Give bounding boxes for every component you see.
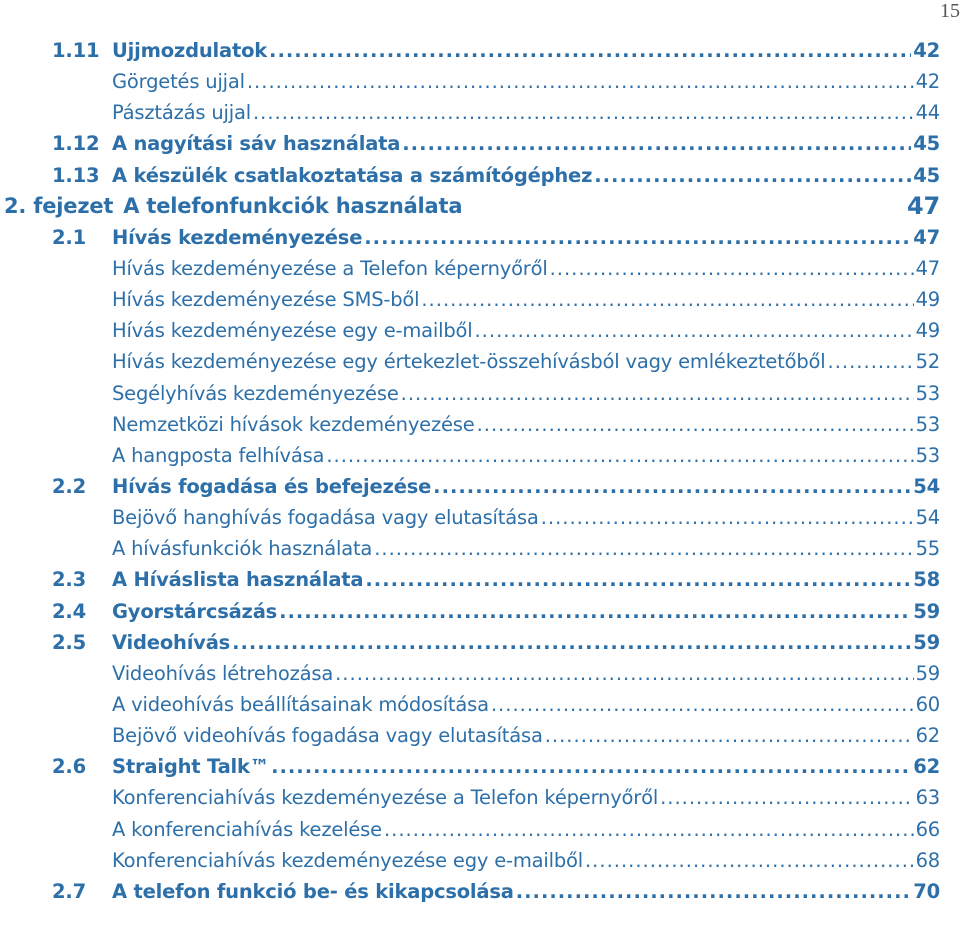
toc-subsection-entry[interactable] (0, 253, 940, 284)
toc-entry-number: 2.4 (52, 599, 86, 623)
toc-entry-title: Pásztázás ujjal (112, 101, 251, 125)
toc-subsection-entry[interactable] (0, 658, 940, 689)
toc-entry-title: A videohívás beállításainak módosítása (112, 693, 489, 717)
toc-entry-page: 62 (913, 755, 940, 779)
toc-entry-page: 44 (915, 101, 940, 125)
toc-entry-title: Gyorstárcsázás (112, 599, 278, 623)
dot-leader (828, 350, 914, 373)
toc-entry-title: Bejövő hanghívás fogadása vagy elutasítása (112, 506, 539, 530)
toc-entry-page: 70 (913, 879, 940, 903)
toc-entry-title: Hívás fogadása és befejezése (112, 475, 432, 499)
table-of-contents (0, 35, 940, 907)
toc-subsection-entry[interactable] (0, 66, 940, 97)
toc-entry-title: A telefonfunkciók használata (123, 194, 463, 219)
toc-subsection-entry[interactable] (0, 845, 940, 876)
toc-entry-title: Hívás kezdeményezése egy e-mailből (112, 319, 473, 343)
dot-leader (545, 724, 914, 747)
toc-subsection-entry[interactable] (0, 440, 940, 471)
toc-entry-page: 52 (915, 350, 940, 374)
toc-entry-title: Segélyhívás kezdeményezése (112, 381, 399, 405)
toc-subsection-entry[interactable] (0, 502, 940, 533)
toc-entry-title: A Híváslista használata (112, 568, 364, 592)
dot-leader (279, 600, 911, 623)
toc-subsection-entry[interactable] (0, 814, 940, 845)
toc-entry-title: Bejövő videohívás fogadása vagy elutasítása (112, 724, 543, 748)
toc-entry-number: 1.11 (52, 39, 100, 63)
toc-entry-title: Straight Talk™ (112, 755, 270, 779)
toc-entry-number: 2.6 (52, 755, 86, 779)
toc-entry-title: A nagyítási sáv használata (112, 132, 401, 156)
toc-entry-page: 62 (915, 724, 940, 748)
toc-entry-page: 54 (913, 475, 940, 499)
toc-section-entry[interactable] (0, 160, 940, 191)
toc-section-entry[interactable] (0, 128, 940, 159)
toc-entry-page: 55 (915, 537, 940, 561)
toc-subsection-entry[interactable] (0, 782, 940, 813)
toc-entry-title: Hívás kezdeményezése egy értekezlet-összehívásból vagy emlékeztetőből (112, 350, 826, 374)
toc-subsection-entry[interactable] (0, 720, 940, 751)
toc-subsection-entry[interactable] (0, 378, 940, 409)
toc-subsection-entry[interactable] (0, 284, 940, 315)
toc-entry-number: 2.3 (52, 568, 86, 592)
toc-entry-number: 2.1 (52, 225, 86, 249)
toc-entry-title: A hangposta felhívása (112, 443, 325, 467)
toc-entry-page: 53 (915, 412, 940, 436)
dot-leader (374, 537, 913, 560)
toc-entry-number: 2.2 (52, 475, 86, 499)
toc-entry-title: A készülék csatlakoztatása a számítógéphez (112, 163, 593, 187)
toc-entry-page: 42 (915, 70, 940, 94)
dot-leader (474, 319, 913, 342)
toc-entry-page: 42 (913, 39, 940, 63)
toc-entry-title: A konferenciahívás kezelése (112, 817, 382, 841)
toc-section-entry[interactable] (0, 751, 940, 782)
dot-leader (421, 288, 913, 311)
dot-leader (365, 568, 911, 591)
toc-entry-title: Konferenciahívás kezdeményezése a Telefon képernyőről (112, 786, 659, 810)
toc-subsection-entry[interactable] (0, 346, 940, 377)
dot-leader (550, 257, 914, 280)
toc-entry-page: 49 (915, 319, 940, 343)
toc-entry-page: 53 (915, 381, 940, 405)
toc-entry-page: 45 (913, 132, 940, 156)
toc-subsection-entry[interactable] (0, 409, 940, 440)
toc-entry-page: 63 (915, 786, 940, 810)
toc-section-entry[interactable] (0, 627, 940, 658)
dot-leader (335, 662, 913, 685)
toc-section-entry[interactable] (0, 222, 940, 253)
toc-subsection-entry[interactable] (0, 97, 940, 128)
toc-entry-number: 1.13 (52, 163, 100, 187)
toc-section-entry[interactable] (0, 35, 940, 66)
toc-entry-page: 47 (913, 225, 940, 249)
toc-subsection-entry[interactable] (0, 533, 940, 564)
dot-leader (269, 39, 911, 62)
toc-entry-page: 49 (915, 288, 940, 312)
toc-entry-page: 59 (915, 661, 940, 685)
toc-section-entry[interactable] (0, 564, 940, 595)
toc-entry-number: 1.12 (52, 132, 100, 156)
toc-entry-page: 68 (915, 848, 940, 872)
toc-entry-page: 59 (913, 630, 940, 654)
dot-leader (477, 413, 914, 436)
toc-section-entry[interactable] (0, 471, 940, 502)
toc-chapter-entry[interactable] (0, 191, 940, 222)
dot-leader (433, 475, 911, 498)
dot-leader (491, 693, 914, 716)
toc-entry-number: 2.7 (52, 879, 86, 903)
dot-leader (401, 382, 914, 405)
toc-entry-page: 66 (915, 817, 940, 841)
dot-leader (585, 849, 914, 872)
toc-entry-number: 2. fejezet (4, 194, 114, 219)
dot-leader (364, 226, 911, 249)
toc-entry-page: 59 (913, 599, 940, 623)
toc-entry-title: Ujjmozdulatok (112, 39, 268, 63)
dot-leader (402, 132, 911, 155)
toc-subsection-entry[interactable] (0, 689, 940, 720)
page-number: 15 (940, 0, 960, 22)
toc-entry-title: A telefon funkció be- és kikapcsolása (112, 879, 514, 903)
toc-entry-title: Hívás kezdeményezése SMS-ből (112, 288, 420, 312)
toc-entry-title: Hívás kezdeményezése a Telefon képernyőről (112, 257, 548, 281)
toc-entry-title: Konferenciahívás kezdeményezése egy e-mailből (112, 848, 583, 872)
dot-leader (516, 880, 912, 903)
dot-leader (271, 755, 911, 778)
toc-entry-title: Hívás kezdeményezése (112, 225, 363, 249)
toc-entry-page: 54 (915, 506, 940, 530)
toc-subsection-entry[interactable] (0, 315, 940, 346)
dot-leader (232, 631, 911, 654)
toc-section-entry[interactable] (0, 876, 940, 907)
dot-leader (594, 164, 911, 187)
toc-entry-page: 58 (913, 568, 940, 592)
toc-entry-page: 45 (913, 163, 940, 187)
toc-entry-title: A hívásfunkciók használata (112, 537, 373, 561)
toc-section-entry[interactable] (0, 596, 940, 627)
dot-leader (541, 506, 914, 529)
dot-leader (326, 444, 913, 467)
toc-entry-number: 2.5 (52, 630, 86, 654)
dot-leader (660, 786, 914, 809)
dot-leader (253, 101, 914, 124)
dot-leader (384, 818, 914, 841)
toc-entry-page: 53 (915, 443, 940, 467)
toc-entry-title: Görgetés ujjal (112, 70, 245, 94)
toc-entry-page: 47 (907, 192, 940, 221)
toc-entry-title: Nemzetközi hívások kezdeményezése (112, 412, 475, 436)
toc-entry-page: 60 (915, 693, 940, 717)
toc-entry-title: Videohívás (112, 630, 231, 654)
dot-leader (247, 70, 914, 93)
toc-entry-title: Videohívás létrehozása (112, 661, 334, 685)
toc-entry-page: 47 (915, 257, 940, 281)
